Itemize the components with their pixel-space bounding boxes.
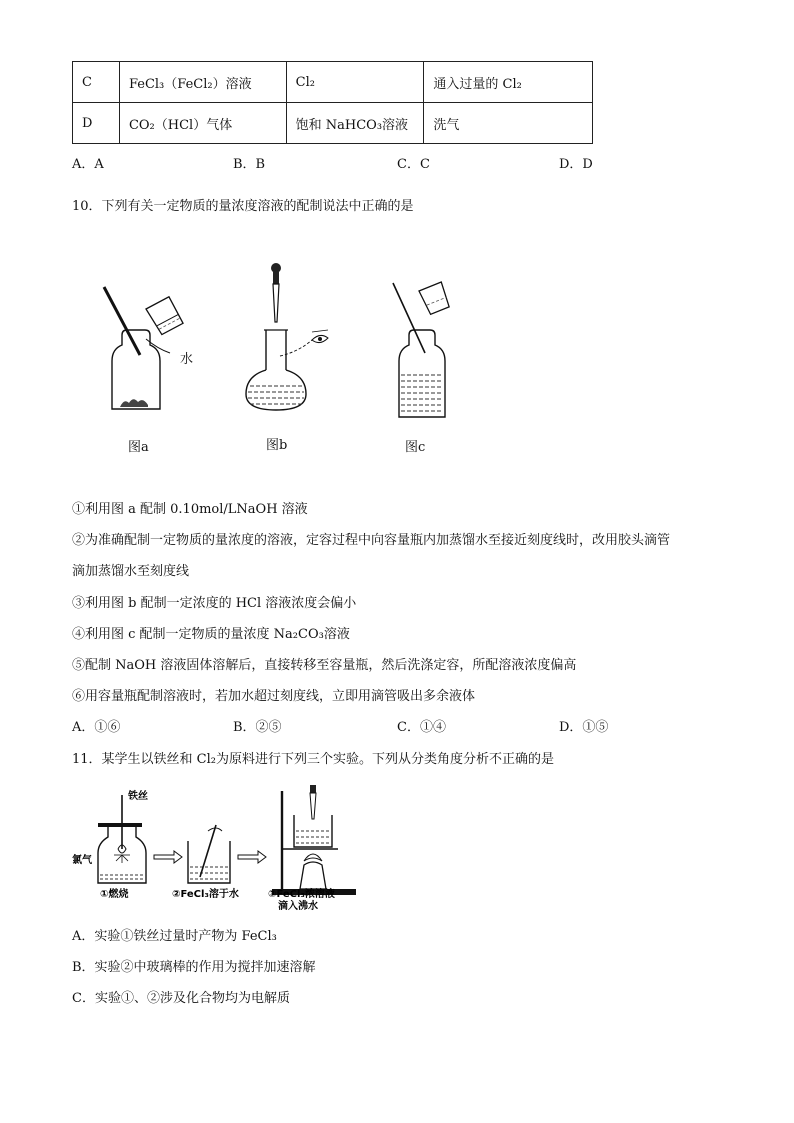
q11-option-b[interactable]: B．实验②中玻璃棒的作用为搅拌加速溶解 [72,960,316,975]
q10-option-a[interactable]: A．①⑥ [72,720,121,735]
label-step-2: ②FeCl₃溶于水 [172,889,239,900]
label-chlorine: 氯气 [72,855,92,866]
table-cell: 洗气 [424,103,593,144]
table-row [73,62,593,103]
table-row [73,103,593,144]
q11-experiment-figure [72,785,372,915]
q11-stem: 11．某学生以铁丝和 Cl₂为原料进行下列三个实验。下列从分类角度分析不正确的是 [72,752,554,767]
table-cell: D [73,103,120,144]
figure-b-volumetric-flask [240,260,340,410]
label-step-3-line2: 滴入沸水 [278,901,318,912]
figure-a-water-label: 水 [180,352,194,367]
figure-c-bottle [385,283,475,423]
q9-option-b[interactable]: B．B [233,157,266,172]
table-cell: CO₂（HCl）气体 [119,103,286,144]
table-cell: C [73,62,120,103]
q10-option-d[interactable]: D．①⑤ [559,720,609,735]
table-cell: FeCl₃（FeCl₂）溶液 [119,62,286,103]
table-cell: 饱和 NaHCO₃溶液 [286,103,424,144]
label-step-1: ①燃烧 [100,889,129,900]
figure-b-caption: 图b [266,438,288,453]
table-cell: 通入过量的 Cl₂ [424,62,593,103]
q10-statement-2-cont: 滴加蒸馏水至刻度线 [72,564,190,579]
q10-statement-2: ②为准确配制一定物质的量浓度的溶液，定容过程中向容量瓶内加蒸馏水至接近刻度线时，改用胶头滴管 [72,533,671,548]
q10-option-b[interactable]: B．②⑤ [233,720,282,735]
q10-statement-5: ⑤配制 NaOH 溶液固体溶解后，直接转移至容量瓶，然后洗涤定容，所配溶液浓度偏高 [72,658,577,673]
table-cell: Cl₂ [286,62,424,103]
q9-option-c[interactable]: C．C [397,157,430,172]
q9-option-d[interactable]: D．D [559,157,593,172]
q10-statement-1: ①利用图 a 配制 0.10mol/LNaOH 溶液 [72,502,308,517]
label-step-3-line1: ③FeCl₃浓溶液 [268,889,335,900]
q10-statement-6: ⑥用容量瓶配制溶液时，若加水超过刻度线，立即用滴管吸出多余液体 [72,689,476,704]
q10-statement-3: ③利用图 b 配制一定浓度的 HCl 溶液浓度会偏小 [72,596,357,611]
q10-stem: 10．下列有关一定物质的量浓度溶液的配制说法中正确的是 [72,199,414,214]
q9-option-a[interactable]: A．A [72,157,104,172]
reagent-table [72,61,593,144]
q10-option-c[interactable]: C．①④ [397,720,446,735]
figure-a-caption: 图a [128,440,149,455]
figure-c-caption: 图c [405,440,426,455]
label-iron-wire: 铁丝 [128,791,148,802]
q10-statement-4: ④利用图 c 配制一定物质的量浓度 Na₂CO₃溶液 [72,627,350,642]
q11-option-a[interactable]: A．实验①铁丝过量时产物为 FeCl₃ [72,929,277,944]
q11-option-c[interactable]: C．实验①、②涉及化合物均为电解质 [72,991,290,1006]
